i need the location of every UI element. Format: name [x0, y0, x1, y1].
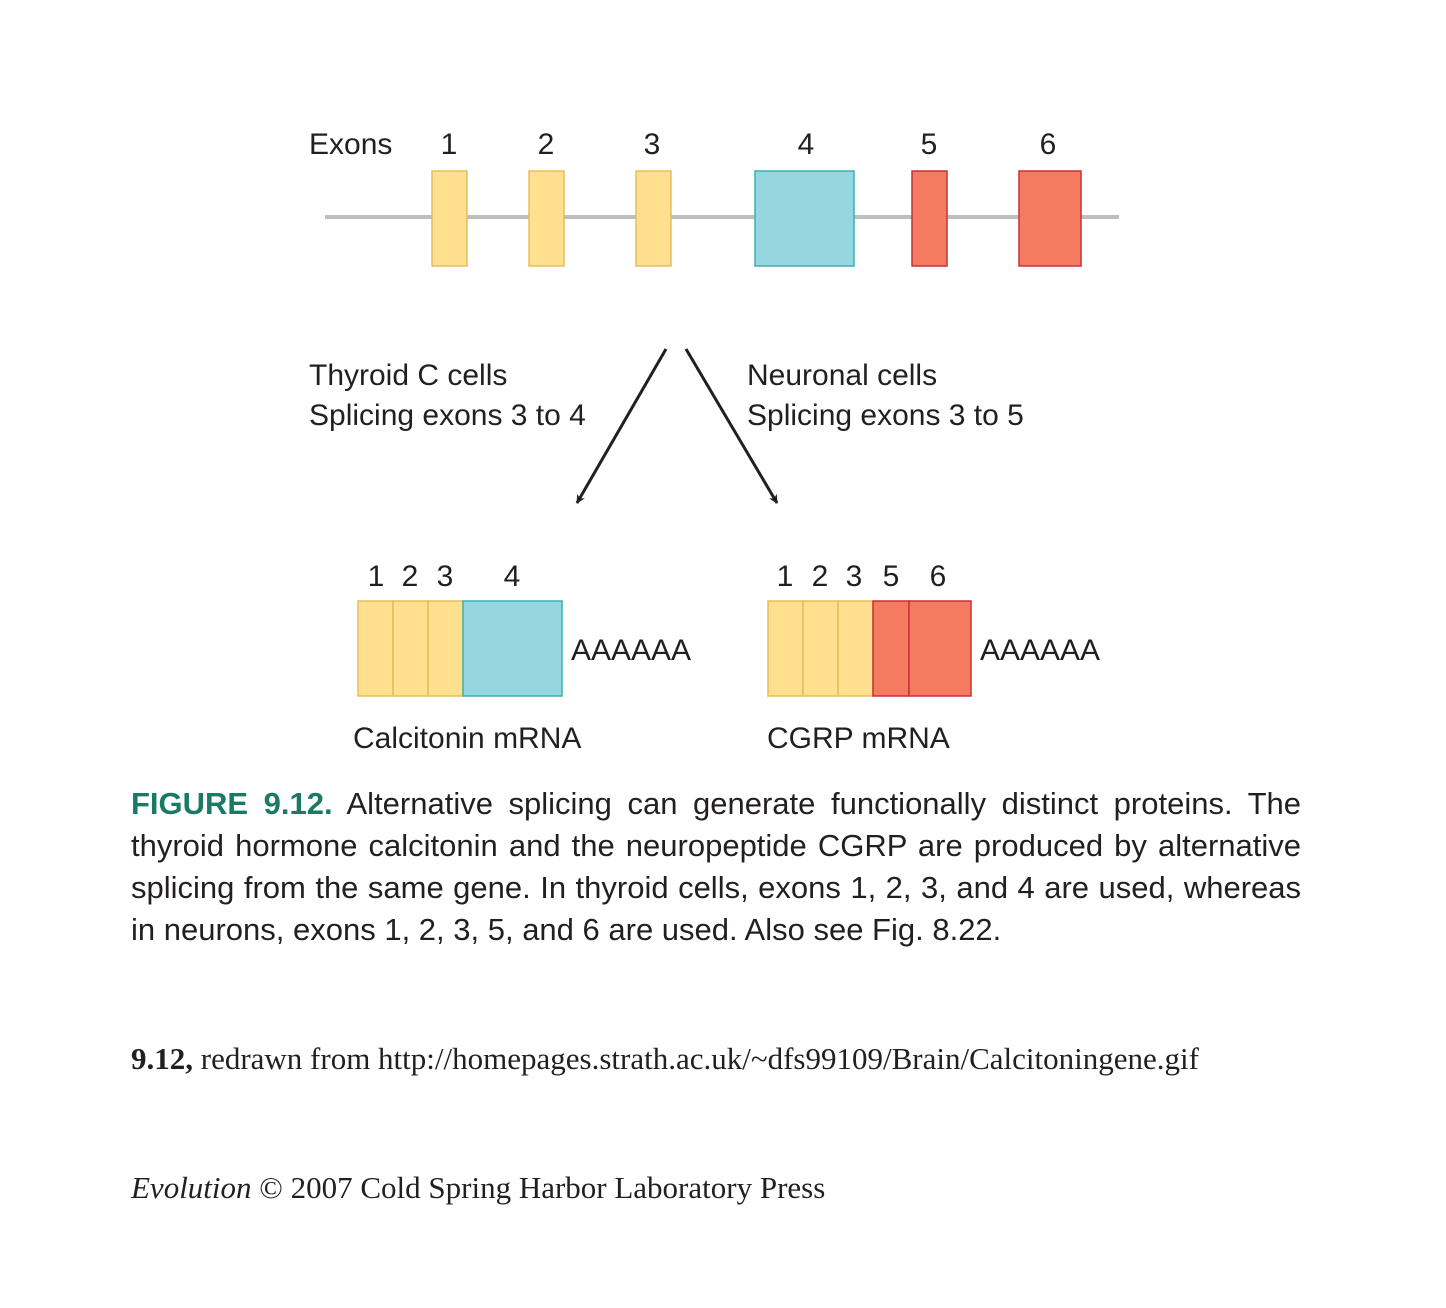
cgrp-exon-number-1: 1	[776, 560, 794, 593]
cgrp-exon-3	[838, 601, 873, 696]
calcitonin-poly-a-tail: AAAAAA	[571, 634, 692, 667]
figure-caption	[131, 783, 1301, 951]
cgrp-mrna-label: CGRP mRNA	[767, 722, 950, 755]
source-figure-number: 9.12,	[131, 1041, 193, 1076]
figure-number: FIGURE 9.12.	[131, 786, 333, 821]
gene-exon-number-3: 3	[643, 128, 661, 161]
copyright-text: © 2007 Cold Spring Harbor Laboratory Press	[259, 1170, 826, 1205]
neuronal-cells-label: Neuronal cells	[747, 359, 938, 392]
cgrp-exon-number-6: 6	[929, 560, 947, 593]
calcitonin-mrna-label: Calcitonin mRNA	[353, 722, 582, 755]
gene-exon-3	[636, 171, 671, 266]
calcitonin-exon-1	[358, 601, 393, 696]
gene-exon-4	[755, 171, 854, 266]
cgrp-exon-number-3: 3	[845, 560, 863, 593]
exons-label: Exons	[309, 128, 393, 161]
gene-exon-number-4: 4	[797, 128, 815, 161]
gene-exon-5	[912, 171, 947, 266]
cgrp-exon-number-5: 5	[882, 560, 900, 593]
gene-exon-6	[1019, 171, 1081, 266]
figure-source	[131, 1037, 1303, 1081]
calcitonin-exon-number-2: 2	[401, 560, 419, 593]
neuronal-splicing-label: Splicing exons 3 to 5	[747, 399, 1024, 432]
caption-text: Alternative splicing can generate functionally distinct proteins. The thyroid hormone calcitonin and the neuropeptide CGRP are produced by alternative splicing from the same gene. In thyroid cells, exons 1, 2, 3, and 4 are used, whereas in neurons, exons 1, 2, 3, 5, and 6 are used. Also see Fig. 8.22.	[131, 786, 1301, 947]
calcitonin-exon-4	[463, 601, 562, 696]
calcitonin-exon-number-1: 1	[367, 560, 385, 593]
source-text: redrawn from http://homepages.strath.ac.uk/~dfs99109/Brain/Calcitoningene.gif	[200, 1041, 1199, 1076]
cgrp-exon-2	[803, 601, 838, 696]
calcitonin-exon-2	[393, 601, 428, 696]
thyroid-arrow	[577, 349, 666, 503]
gene-exon-number-5: 5	[920, 128, 938, 161]
gene-exon-number-2: 2	[537, 128, 555, 161]
thyroid-cells-label: Thyroid C cells	[309, 359, 508, 392]
cgrp-exon-5	[873, 601, 909, 696]
cgrp-exon-number-2: 2	[811, 560, 829, 593]
calcitonin-exon-number-3: 3	[436, 560, 454, 593]
gene-exon-2	[529, 171, 564, 266]
calcitonin-mrna	[358, 601, 562, 696]
book-title: Evolution	[131, 1170, 252, 1205]
calcitonin-exon-number-4: 4	[503, 560, 521, 593]
calcitonin-exon-3	[428, 601, 463, 696]
copyright-line	[131, 1166, 825, 1210]
gene-exon-1	[432, 171, 467, 266]
gene-exon-number-6: 6	[1039, 128, 1057, 161]
gene-exon-number-1: 1	[440, 128, 458, 161]
cgrp-exon-6	[909, 601, 971, 696]
cgrp-mrna	[768, 601, 971, 696]
cgrp-poly-a-tail: AAAAAA	[980, 634, 1101, 667]
thyroid-splicing-label: Splicing exons 3 to 4	[309, 399, 586, 432]
cgrp-exon-1	[768, 601, 803, 696]
